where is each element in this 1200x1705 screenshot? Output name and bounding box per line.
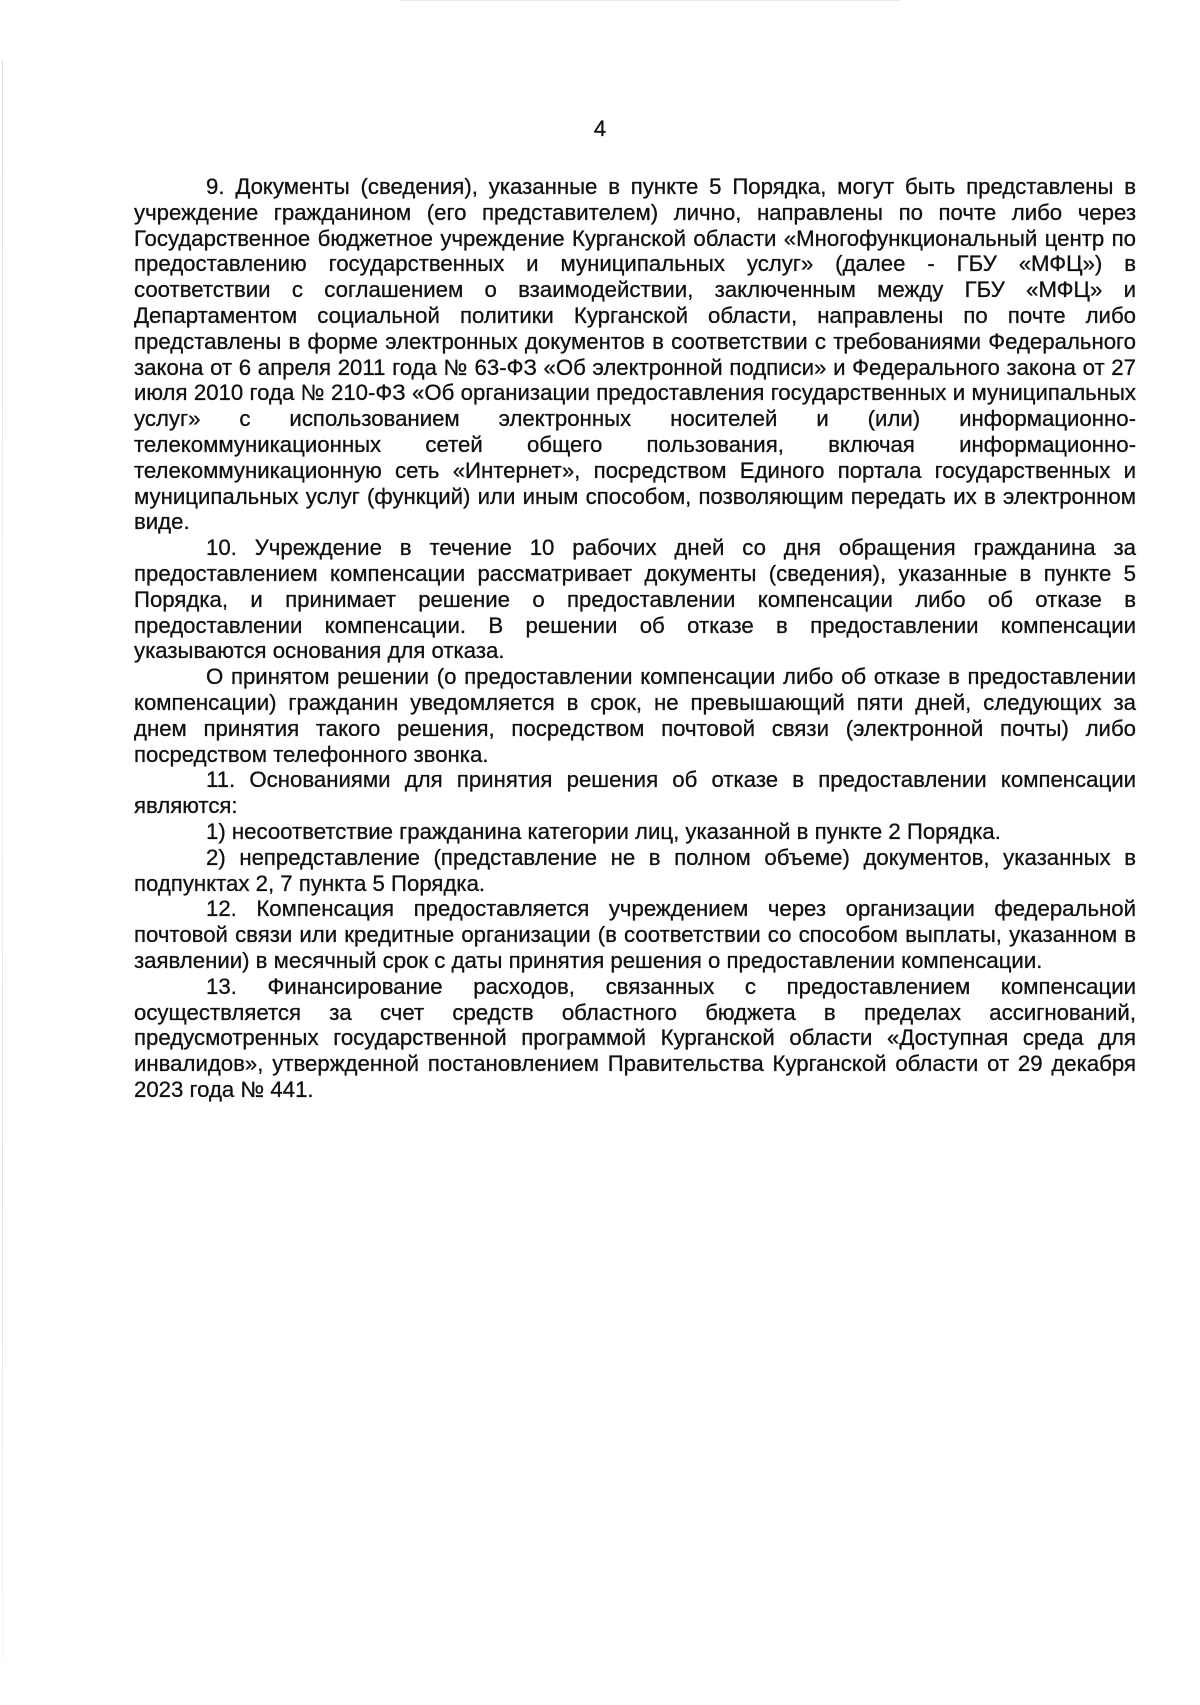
paragraph-12: 12. Компенсация предоставляется учреждением через организации федеральной почтовой связи или кредитные организации (в соответствии со способом выплаты, указанном в заявлении) в месячный срок с даты принятия решения о предоставлении компенсации. (134, 896, 1136, 973)
paragraph-10-notice: О принятом решении (о предоставлении компенсации либо об отказе в предоставлении компенсации) гражданин уведомляется в срок, не превышающий пяти дней, следующих за днем принятия такого решения, посредством почтовой связи (электронной почты) либо посредством телефонного звонка. (134, 664, 1136, 767)
paragraph-13: 13. Финансирование расходов, связанных с предоставлением компенсации осуществляется за счет средств областного бюджета в пределах ассигнований, предусмотренных государственной программой Курганской области «Доступная среда для инвалидов», утвержденной постановлением Правительства Курганской области от 29 декабря 2023 года № 441. (134, 973, 1136, 1102)
page-number: 4 (593, 116, 607, 141)
document-body (134, 174, 1136, 1103)
paragraph-9: 9. Документы (сведения), указанные в пункте 5 Порядка, могут быть представлены в учреждение гражданином (его представителем) лично, направлены по почте либо через Государственное бюджетное учреждение Курганской области «Многофункциональный центр по предоставлению государственных и муниципальных услуг» (далее - ГБУ «МФЦ») в соответствии с соглашением о взаимодействии, заключенным между ГБУ «МФЦ» и Департаментом социальной политики Курганской области, направлены по почте либо представлены в форме электронных документов в соответствии с требованиями Федерального закона от 6 апреля 2011 года № 63-ФЗ «Об электронной подписи» и Федерального закона от 27 июля 2010 года № 210-ФЗ «Об организации предоставления государственных и муниципальных услуг» с использованием электронных носителей и (или) информационно-телекоммуникационных сетей общего пользования, включая информационно-телекоммуникационную сеть «Интернет», посредством Единого портала государственных и муниципальных услуг (функций) или иным способом, позволяющим передать их в электронном виде. (134, 174, 1136, 535)
paragraph-11: 11. Основаниями для принятия решения об отказе в предоставлении компенсации являются: (134, 767, 1136, 819)
scan-edge-top (400, 0, 900, 1)
paragraph-11-item-2: 2) непредставление (представление не в полном объеме) документов, указанных в подпунктах 2, 7 пункта 5 Порядка. (134, 844, 1136, 896)
paragraph-11-item-1: 1) несоответствие гражданина категории лиц, указанной в пункте 2 Порядка. (206, 818, 1001, 844)
paragraph-10: 10. Учреждение в течение 10 рабочих дней со дня обращения гражданина за предоставлением компенсации рассматривает документы (сведения), указанные в пункте 5 Порядка, и принимает решение о предоставлении компенсации либо об отказе в предоставлении компенсации. В решении об отказе в предоставлении компенсации указываются основания для отказа. (134, 535, 1136, 664)
scan-edge-left (2, 60, 3, 1660)
